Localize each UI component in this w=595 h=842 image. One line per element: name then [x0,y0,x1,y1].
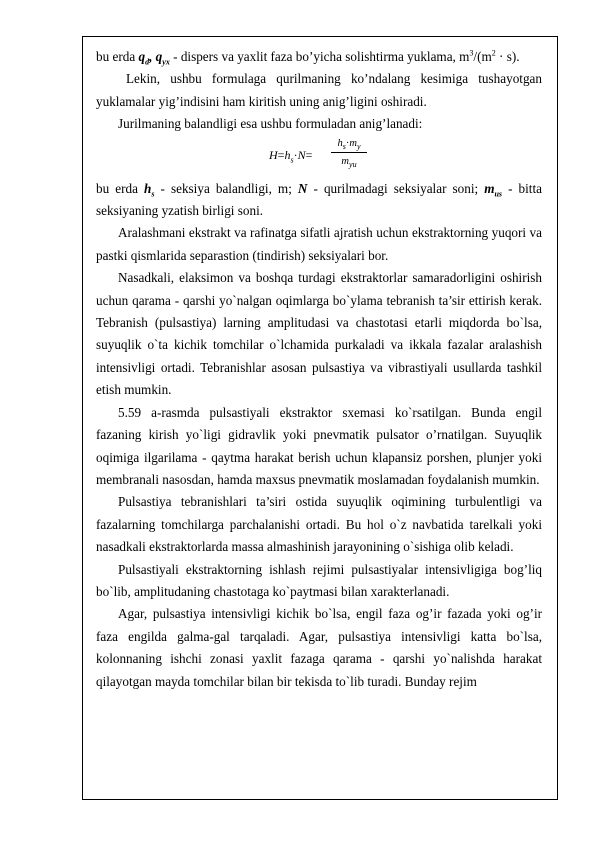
text: · s). [495,49,520,64]
paragraph-3: Jurilmaning balandligi esa ushbu formuladan anig’lanadi: [118,116,423,132]
paragraph-5: Aralashmani ekstrakt va rafinatga sifatli ajratish uchun ekstraktorning yuqori va pastki qismlarida separastion (tindirish) seksiyalari bor. [96,225,542,263]
superscript: 2 [491,48,496,58]
paragraph-4: bu erda $h_s$ - seksiya balandligi, m; N - qurilmadagi seksiyalar soni; $m_{us}$ - bitta seksiyaning yzatish birligi soni. [96,180,542,219]
symbol-m-us: $m_{us}$ [484,180,503,199]
formula-height [96,136,542,178]
paragraph-6: Nasadkali, elaksimon va boshqa turdagi ekstraktorlar samaradorligini oshirish uchun qarama - qarshi yo`nalgan oqimlarga bo`ylama tebranish ta’sir ettirish kerak. Tebranish (pulsastiya) larning amplitudasi va chastotasi etarli miqdorda bo`lsa, suyuqlik o`ta kichik tomchilar o`lchamida purkaladi va ikkala fazalar aralashish intensivligi ortadi. Tebranishlar asosan pulsastiya va vibrastiyali usullarda tashkil etish mumkin. [96,270,542,398]
paragraph-8: Pulsastiya tebranishlari ta’siri ostida suyuqlik oqimining turbulentligi va fazalarning tomchilarga parchalanishi ortadi. Bu hol o`z navbatida tarelkali yoki nasadkali ekstraktorlarda massa almashinish jarayonining o`sishiga olib keladi. [96,494,542,555]
paragraph-10: Agar, pulsastiya intensivligi kichik bo`lsa, engil faza og’ir fazada yoki og’ir faza engilda galma-gal tarqaladi. Agar, pulsastiya intensivligi katta bo`lsa, kolonnaning ishchi zonasi yaxlit fazaga qarama - qarshi yo`nalishda harakat qilayotgan mayda tomchilar bilan bir tekisda to`lib turadi. Bunday rejim [96,606,542,689]
fraction-numerator: $h_s\cdot m_y$ [331,136,367,153]
paragraph-9: Pulsastiyali ekstraktorning ishlash rejimi pulsastiyalar intensivligiga bog’liq bo`lib, amplitudaning chastotaga ko`paytmasi bilan xarakterlanadi. [96,561,542,599]
paragraph-7: 5.59 a-rasmda pulsastiyali ekstraktor sxemasi ko`rsatilgan. Bunda engil fazaning kirish yo`ligi gidravlik yoki pnevmatik pulsator o’rnatilgan. Suyuqlik oqimiga ilgarilama - qaytma harakat berish uchun klapansiz porshen, plunjer yoki membranali nasosdan, hamda maxsus pnevmatik moslamadan foydalanish mumkin. [96,404,542,487]
symbol-N: N [297,180,308,196]
separator: , [149,49,156,64]
text: bu erda [96,49,139,64]
text: /(m [473,49,492,64]
symbol-q-yx: $q_{yx}$ [155,49,170,67]
text: - dispers va yaxlit faza bo’yicha solishtirma yuklama, m [169,49,470,64]
formula-fraction [331,136,367,171]
document-body [96,46,542,693]
paragraph-1 [96,46,542,68]
symbol-q-d: $q_d$ [138,49,150,67]
symbol-h-s: $h_s$ [144,180,155,199]
superscript: 3 [469,48,474,58]
fraction-denominator: $m_{yu}$ [341,155,357,169]
paragraph-2: Lekin, ushbu formulaga qurilmaning ko’ndalang kesimiga tushayotgan yuklamalar yig’indisini ham kiritish uning anig’ligini oshiradi. [96,71,542,109]
formula-lhs: $H=h_s\cdot N=$ [269,147,313,165]
